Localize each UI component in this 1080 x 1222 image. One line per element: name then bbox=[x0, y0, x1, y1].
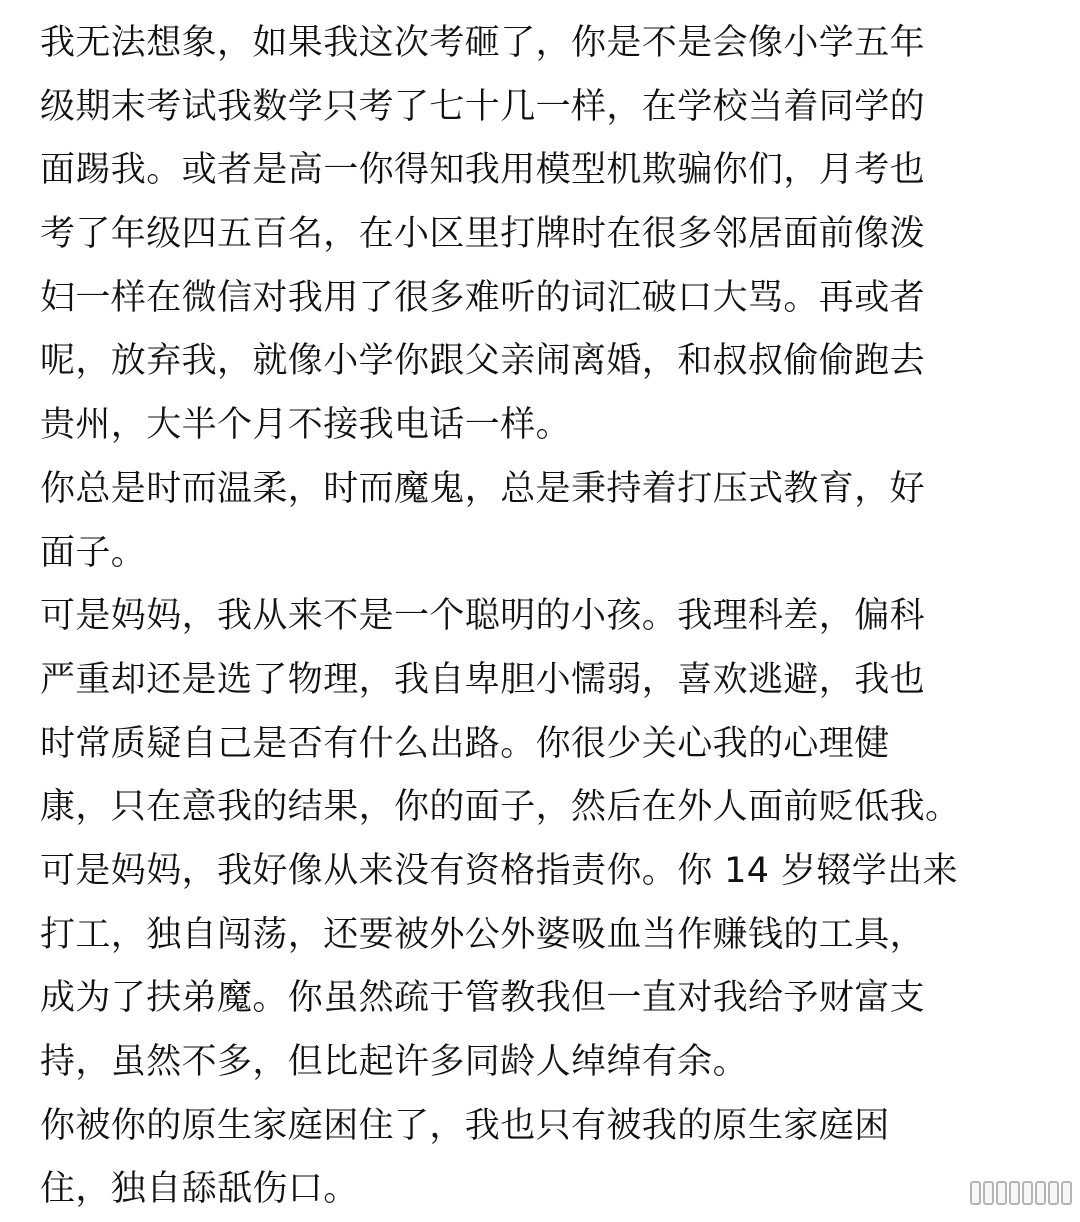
text-line: 面子。 bbox=[40, 532, 147, 573]
post-text bbox=[40, 12, 1050, 1222]
indicator-bar bbox=[996, 1181, 1007, 1205]
text-line: 贵州，大半个月不接我电话一样。 bbox=[40, 405, 572, 446]
text-line: 面踢我。或者是高一你得知我用模型机欺骗你们，月考也 bbox=[40, 150, 926, 191]
indicator-bar bbox=[1022, 1181, 1033, 1205]
indicator-bar bbox=[983, 1181, 994, 1205]
text-line: 康，只在意我的结果，你的面子，然后在外人面前贬低我。 bbox=[40, 787, 961, 828]
text-line: 我无法想象，如果我这次考砸了，你是不是会像小学五年 bbox=[40, 23, 926, 63]
text-line: 严重却还是选了物理，我自卑胆小懦弱，喜欢逃避，我也 bbox=[40, 659, 926, 700]
text-line: 持，虽然不多，但比起许多同龄人绰绰有余。 bbox=[40, 1042, 749, 1082]
text-line: 级期末考试我数学只考了七十几一样，在学校当着同学的 bbox=[40, 86, 926, 127]
text-line: 打工，独自闯荡，还要被外公外婆吸血当作赚钱的工具， bbox=[40, 914, 926, 955]
text-line: 时常质疑自己是否有什么出路。你很少关心我的心理健 bbox=[40, 723, 890, 764]
indicator-bar bbox=[1035, 1181, 1046, 1205]
text-line: 可是妈妈，我从来不是一个聪明的小孩。我理科差，偏科 bbox=[40, 596, 926, 637]
text-line: 妇一样在微信对我用了很多难听的词汇破口大骂。再或者 bbox=[40, 277, 926, 318]
text-line: 呢，放弃我，就像小学你跟父亲闹离婚，和叔叔偷偷跑去 bbox=[40, 341, 926, 382]
text-line: 你总是时而温柔，时而魔鬼，总是秉持着打压式教育，好 bbox=[40, 468, 926, 509]
text-line: 住，独自舔舐伤口。 bbox=[40, 1169, 359, 1210]
text-line: 考了年级四五百名，在小区里打牌时在很多邻居面前像泼 bbox=[40, 214, 926, 255]
text-line: 可是妈妈，我好像从来没有资格指责你。你 14 岁辍学出来 bbox=[40, 850, 958, 891]
text-line: 成为了扶弟魔。你虽然疏于管教我但一直对我给予财富支 bbox=[40, 978, 926, 1019]
text-line: 你被你的原生家庭困住了，我也只有被我的原生家庭困 bbox=[40, 1105, 890, 1146]
indicator-bar bbox=[970, 1181, 981, 1205]
multi-image-indicator-icon bbox=[970, 1181, 1072, 1205]
indicator-bar bbox=[1061, 1181, 1072, 1205]
indicator-bar bbox=[1048, 1181, 1059, 1205]
indicator-bar bbox=[1009, 1181, 1020, 1205]
